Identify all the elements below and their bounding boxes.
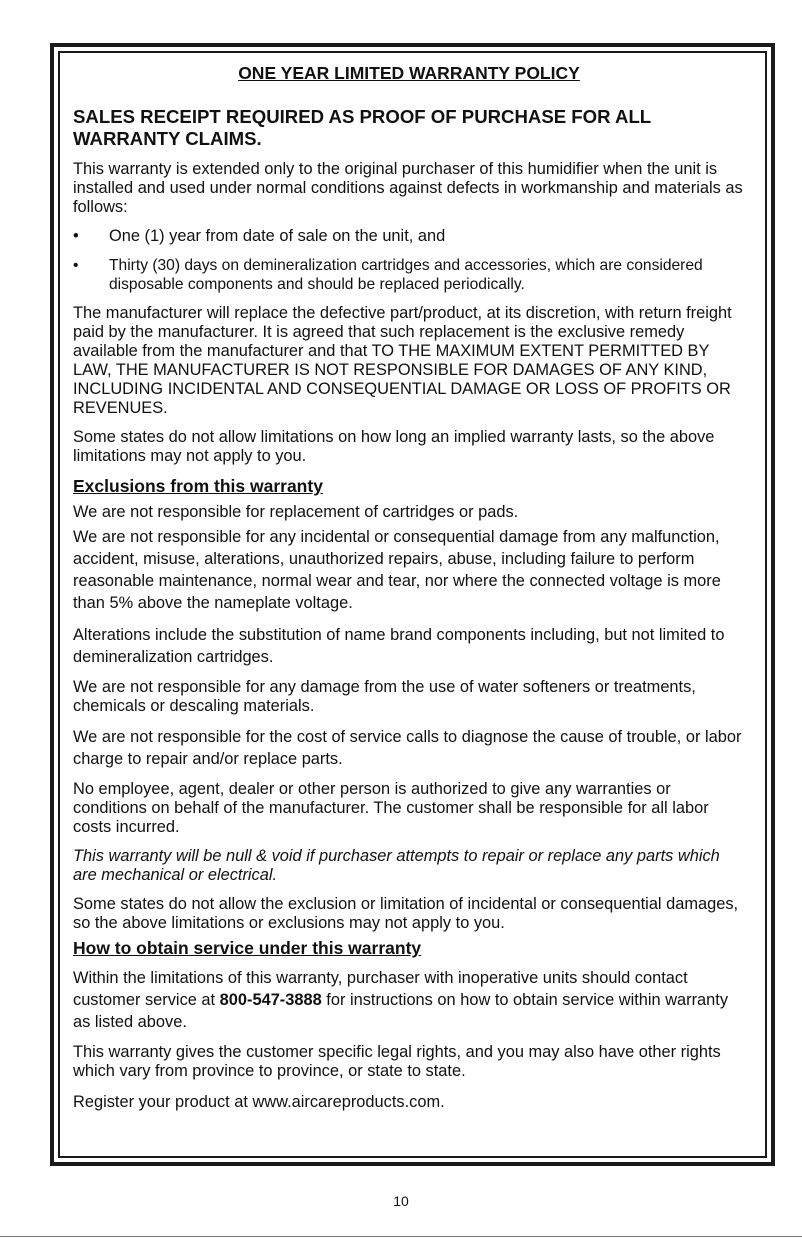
exclusion-item: We are not responsible for replacement of cartridges or pads. [73,503,519,521]
intro-paragraph: This warranty is extended only to the original purchaser of this humidifier when the unit is installed and used under normal conditions against defects in workmanship and materials as follows: [73,160,743,216]
warranty-content [73,62,745,1112]
exclusion-item: We are not responsible for the cost of service calls to diagnose the cause of trouble, or labor charge to repair and/or replace parts. [73,728,742,768]
exclusion-item: We are not responsible for any incidental or consequential damage from any malfunction, accident, misuse, alterations, unauthorized repairs, abuse, including failure to perform reasonable maintenance, normal wear and tear, nor where the connected voltage is more than 5% above the nameplate voltage. [73,528,721,612]
legal-rights-paragraph: This warranty gives the customer specific legal rights, and you may also have other rights which vary from province to province, or state to state. [73,1043,721,1080]
receipt-notice: SALES RECEIPT REQUIRED AS PROOF OF PURCHASE FOR ALL WARRANTY CLAIMS. [73,106,651,149]
register-paragraph: Register your product at www.aircareproducts.com. [73,1093,445,1111]
list-item [73,256,745,294]
states-paragraph-exclusion: Some states do not allow the exclusion or limitation of incidental or consequential damages, so the above limitations or exclusions may not apply to you. [73,895,739,932]
service-heading: How to obtain service under this warranty [73,938,422,958]
exclusion-item: No employee, agent, dealer or other person is authorized to give any warranties or conditions on behalf of the manufacturer. The customer shall be responsible for all labor costs incurred. [73,780,709,836]
coverage-list [73,227,745,294]
bullet-icon: • [73,227,79,245]
page-title: ONE YEAR LIMITED WARRANTY POLICY [238,63,580,83]
customer-service-phone: 800-547-3888 [219,991,322,1009]
bullet-icon: • [73,257,79,274]
service-paragraph [73,967,745,1033]
list-item [73,227,745,246]
manufacturer-paragraph: The manufacturer will replace the defective part/product, at its discretion, with return freight paid by the manufacturer. It is agreed that such replacement is the exclusive remedy available from the manufacturer and that TO THE MAXIMUM EXTENT PERMITTED BY LAW, THE MANUFACTURER IS NOT RESPONSIBLE FOR DAMAGES OF ANY KIND, INCLUDING INCIDENTAL AND CONSEQUENTIAL DAMAGE OR LOSS OF PROFITS OR REVENUES. [73,304,732,417]
page-bottom-rule [0,1236,802,1237]
service-text-after: for instructions on how to obtain service within warranty as listed above. [73,991,729,1031]
void-notice: This warranty will be null & void if purchaser attempts to repair or replace any parts which are mechanical or electrical. [73,847,720,884]
page-number: 10 [393,1193,409,1209]
service-text-before: Within the limitations of this warranty, purchaser with inoperative units should contact customer service at [73,969,688,1009]
exclusion-item: We are not responsible for any damage from the use of water softeners or treatments, chemicals or descaling materials. [73,678,696,715]
states-paragraph-implied: Some states do not allow limitations on how long an implied warranty lasts, so the above limitations may not apply to you. [73,428,715,465]
exclusion-item: Alterations include the substitution of name brand components including, but not limited to demineralization cartridges. [73,626,725,666]
coverage-cartridges-text: Thirty (30) days on demineralization cartridges and accessories, which are considered disposable components and should be replaced periodically. [109,257,703,293]
exclusions-heading: Exclusions from this warranty [73,476,323,496]
coverage-unit-text: One (1) year from date of sale on the unit, and [109,227,446,245]
